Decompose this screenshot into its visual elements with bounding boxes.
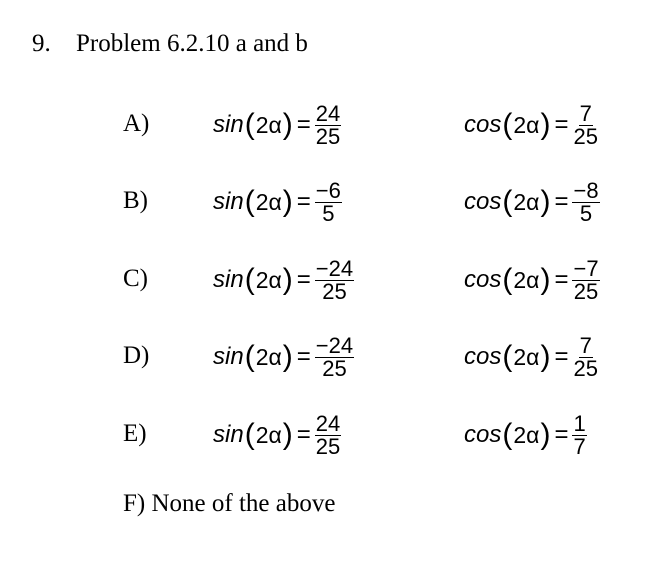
- cos-expression: cos ( 2α ) = $\frac{-8}{5}$: [464, 177, 599, 226]
- cos-fraction: [572, 177, 599, 226]
- cos-denominator: 25: [573, 278, 599, 304]
- sin-arg: 2α: [255, 343, 282, 370]
- sin-arg: 2α: [255, 421, 282, 448]
- sin-denominator: 25: [315, 123, 341, 149]
- cos-denominator: 25: [573, 355, 598, 381]
- choice-b: [0, 172, 666, 232]
- cos-arg: 2α: [513, 421, 540, 448]
- choice-letter: C): [123, 265, 148, 292]
- cos-arg: 2α: [513, 188, 540, 215]
- sin-func: sin: [213, 421, 244, 448]
- cos-expression: cos ( 2α ) = $\frac{1}{7}$: [464, 410, 586, 459]
- choice-letter: A): [123, 110, 150, 137]
- cos-fraction: [572, 410, 586, 459]
- sin-fraction: [315, 410, 341, 459]
- sin-numerator: 24: [315, 100, 341, 126]
- cos-func: cos: [464, 343, 502, 370]
- choice-f-none: F) None of the above: [123, 490, 336, 517]
- sin-expression: sin ( 2α ) = $\frac{-24}{25}$: [213, 255, 354, 304]
- choice-d: [0, 327, 666, 387]
- cos-denominator: 25: [573, 123, 598, 149]
- sin-denominator: 25: [322, 278, 347, 304]
- choice-e: [0, 405, 666, 465]
- cos-func: cos: [464, 188, 502, 215]
- choice-letter: B): [123, 187, 148, 214]
- sin-expression: sin ( 2α ) = $\frac{24}{25}$: [213, 410, 341, 459]
- cos-fraction: [572, 100, 598, 149]
- cos-numerator: −8: [573, 177, 599, 203]
- sin-fraction: [315, 255, 354, 304]
- cos-func: cos: [464, 111, 502, 138]
- sin-expression: sin ( 2α ) = $\frac{-6}{5}$: [213, 177, 341, 226]
- choice-letter: D): [123, 342, 150, 369]
- sin-arg: 2α: [255, 111, 282, 138]
- sin-expression: sin ( 2α ) = $\frac{24}{25}$: [213, 100, 341, 149]
- sin-fraction: [315, 177, 342, 226]
- choice-c: [0, 250, 666, 310]
- sin-numerator: −6: [315, 177, 341, 203]
- choice-a: [0, 95, 666, 155]
- cos-expression: cos ( 2α ) = $\frac{7}{25}$: [464, 332, 598, 381]
- cos-func: cos: [464, 266, 502, 293]
- cos-denominator: 7: [573, 433, 586, 459]
- sin-fraction: [315, 100, 341, 149]
- question-title: [32, 30, 308, 58]
- question-text: Problem 6.2.10 a and b: [76, 30, 308, 57]
- cos-fraction: [572, 332, 598, 381]
- cos-func: cos: [464, 421, 502, 448]
- cos-expression: cos ( 2α ) = $\frac{-7}{25}$: [464, 255, 599, 304]
- cos-numerator: 7: [579, 332, 592, 358]
- choice-letter: E): [123, 420, 147, 447]
- sin-func: sin: [213, 111, 244, 138]
- sin-numerator: −24: [315, 332, 354, 358]
- cos-arg: 2α: [513, 343, 540, 370]
- cos-numerator: −7: [573, 255, 599, 281]
- sin-numerator: 24: [315, 410, 341, 436]
- cos-numerator: 7: [579, 100, 592, 126]
- sin-denominator: 5: [322, 200, 335, 226]
- sin-func: sin: [213, 266, 244, 293]
- sin-func: sin: [213, 188, 244, 215]
- sin-expression: sin ( 2α ) = $\frac{-24}{25}$: [213, 332, 354, 381]
- sin-arg: 2α: [255, 266, 282, 293]
- cos-arg: 2α: [513, 111, 540, 138]
- sin-numerator: −24: [315, 255, 354, 281]
- sin-fraction: [315, 332, 354, 381]
- question-number: 9.: [32, 30, 51, 57]
- sin-denominator: 25: [322, 355, 347, 381]
- cos-arg: 2α: [513, 266, 540, 293]
- sin-denominator: 25: [315, 433, 341, 459]
- cos-fraction: [572, 255, 599, 304]
- cos-numerator: 1: [573, 410, 586, 436]
- cos-expression: cos ( 2α ) = $\frac{7}{25}$: [464, 100, 598, 149]
- cos-denominator: 5: [579, 200, 593, 226]
- sin-arg: 2α: [255, 188, 282, 215]
- sin-func: sin: [213, 343, 244, 370]
